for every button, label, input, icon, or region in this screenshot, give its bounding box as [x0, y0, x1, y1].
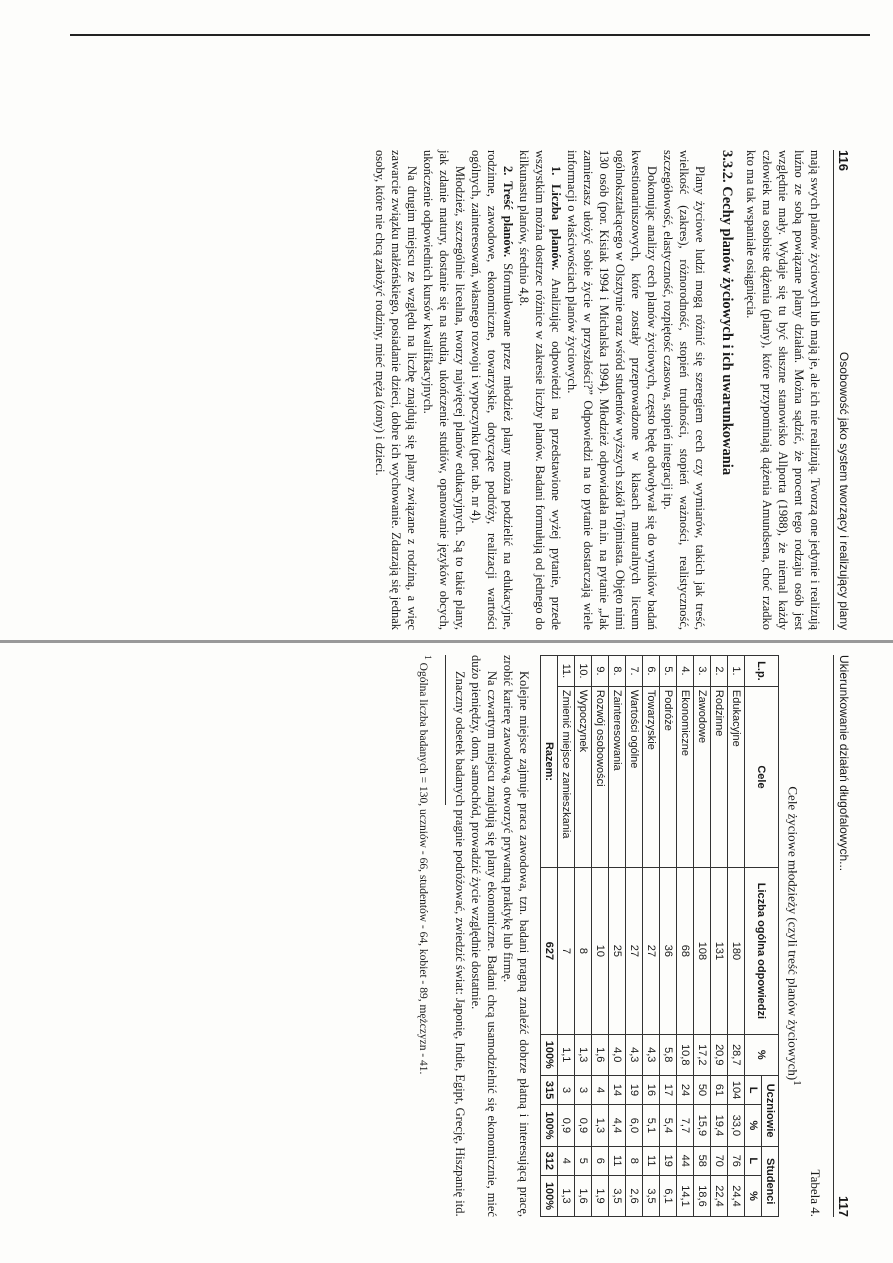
footnote-text: Ogólna liczba badanych = 130, uczniów - 66, studentów - 64, kobiet - 89, mężczyzn - 41. — [416, 659, 429, 1075]
cell-ul: 19 — [625, 1075, 642, 1105]
cell-total: 10 — [591, 868, 608, 1035]
header-students-l: L — [744, 1146, 761, 1176]
table-row — [659, 656, 676, 1217]
cell-ul: 14 — [608, 1075, 625, 1105]
table-row — [557, 656, 574, 1217]
left-running-head — [833, 150, 851, 630]
table-row — [693, 656, 710, 1217]
table-row — [676, 656, 693, 1217]
paragraph-travel: Znaczny odsetek badanych pragnie podróżować, zwiedzić świat: Japonię, Indie, Egipt, Grecję, Hiszpanię itd. — [452, 671, 467, 1217]
cell-pct: 4,3 — [642, 1034, 659, 1075]
header-pupils-l: L — [744, 1075, 761, 1105]
cell-total: 27 — [625, 868, 642, 1035]
cell-sp: 18,6 — [693, 1176, 710, 1217]
paragraph-research: Dokonując analizy cech planów życiowych, często będę odwoływał się do wyników badań kwestionariuszowych, które zostały przeprowadzone w klasach maturalnych liceum ogólnokształcącego w Olsztynie oraz wśród studentów wyższych szkół Trójmiasta. Objęto nimi 130 osób (por. Kisiak 1994 i Michalska 1994). Młodzież odpowiadała m.in. na pytanie „Jak zamierzasz ułożyć sobie życie w przyszłości?” Odpowiedzi na to pytanie dostarczają wiele informacji o właściwościach planów życiowych. — [565, 150, 659, 630]
total-count: 627 — [540, 868, 557, 1035]
cell-sl: 58 — [693, 1146, 710, 1176]
table-title-footnote-mark: 1 — [791, 1080, 803, 1086]
header-students-pct: % — [744, 1176, 761, 1217]
cell-ul: 104 — [727, 1075, 744, 1105]
cell-sl: 76 — [727, 1146, 744, 1176]
header-total: Liczba ogólna odpowiedzi — [744, 868, 778, 1035]
cell-up: 19,4 — [710, 1105, 727, 1146]
cell-pct: 1,1 — [557, 1034, 574, 1075]
cell-lp: 6. — [642, 656, 659, 687]
cell-goal: Zawodowe — [693, 686, 710, 867]
cell-pct: 1,3 — [574, 1034, 591, 1075]
cell-ul: 50 — [693, 1075, 710, 1105]
cell-lp: 8. — [608, 656, 625, 687]
cell-lp: 2. — [710, 656, 727, 687]
cell-goal: Zainteresowania — [608, 686, 625, 867]
page-number-116: 116 — [836, 150, 851, 171]
cell-sp: 1,6 — [574, 1176, 591, 1217]
cell-up: 6,0 — [625, 1105, 642, 1146]
text-number-of-plans: Analizując odpowiedzi na przedstawione wyżej pytanie, przede wszystkim można dostrzec różnice w zakresie liczby planów. Badani formułują od jednego do kilkunastu planów, średnio 4,8. — [517, 150, 563, 630]
right-running-title: Ukierunkowanie działań długofalowych... — [837, 655, 851, 872]
total-students-pct: 100% — [540, 1176, 557, 1217]
paragraph-economic: Na czwartym miejscu znajdują się plany ekonomiczne. Badani chcą usamodzielnić się ekonomicznie, mieć dużo pieniędzy, dom, samochód, prowadzić życie względnie dostatnie. — [468, 655, 499, 1217]
book-spine — [0, 640, 893, 643]
cell-up: 0,9 — [574, 1105, 591, 1146]
cell-lp: 5. — [659, 656, 676, 687]
left-running-title: Osobowość jako system tworzący i realizujący plany — [837, 351, 851, 630]
cell-up: 33,0 — [727, 1105, 744, 1146]
cell-sl: 19 — [659, 1146, 676, 1176]
total-pupils-l: 315 — [540, 1075, 557, 1105]
cell-goal: Podróże — [659, 686, 676, 867]
paragraph-number-of-plans — [516, 150, 564, 630]
cell-sl: 8 — [625, 1146, 642, 1176]
cell-pct: 28,7 — [727, 1034, 744, 1075]
footnote-rule — [445, 655, 446, 805]
cell-sp: 1,3 — [557, 1176, 574, 1217]
section-heading: 3.3.2. Cechy planów życiowych i ich uwarunkowania — [719, 150, 735, 476]
cell-up: 5,4 — [659, 1105, 676, 1146]
cell-sl: 70 — [710, 1146, 727, 1176]
cell-total: 180 — [727, 868, 744, 1035]
total-students-l: 312 — [540, 1146, 557, 1176]
cell-lp: 4. — [676, 656, 693, 687]
total-label: Razem: — [540, 656, 557, 868]
cell-goal: Towarzyskie — [642, 686, 659, 867]
cell-sp: 24,4 — [727, 1176, 744, 1217]
cell-total: 68 — [676, 868, 693, 1035]
right-running-head — [833, 655, 851, 1217]
table-title — [785, 655, 803, 1217]
table-row — [710, 656, 727, 1217]
cell-sp: 3,5 — [608, 1176, 625, 1217]
cell-up: 4,4 — [608, 1105, 625, 1146]
cell-pct: 1,6 — [591, 1034, 608, 1075]
cell-goal: Rozwój osobowości — [591, 686, 608, 867]
cell-ul: 24 — [676, 1075, 693, 1105]
table-row — [574, 656, 591, 1217]
paragraph-educational: Młodzież, szczególnie licealna, tworzy najwięcej planów edukacyjnych. Są to takie plany, jak zdanie matury, dostanie się na studia, ukończenie studiów, opanowanie języków obcych, ukończenie odpowiednich kursów kwalifikacyjnych. — [421, 150, 467, 630]
cell-ul: 3 — [574, 1075, 591, 1105]
cell-goal: Wartości ogólne — [625, 686, 642, 867]
table-row — [625, 656, 642, 1217]
cell-sl: 11 — [608, 1146, 625, 1176]
table-total-row — [540, 656, 557, 1217]
cell-sl: 44 — [676, 1146, 693, 1176]
table-row — [591, 656, 608, 1217]
goals-table — [540, 655, 779, 1217]
cell-lp: 3. — [693, 656, 710, 687]
page-number-117: 117 — [836, 1196, 851, 1217]
total-pupils-pct: 100% — [540, 1105, 557, 1146]
cell-up: 0,9 — [557, 1105, 574, 1146]
lead-number-of-plans: 1. Liczba planów. — [549, 166, 563, 271]
cell-lp: 7. — [625, 656, 642, 687]
cell-pct: 5,8 — [659, 1034, 676, 1075]
table-row — [608, 656, 625, 1217]
lead-content-of-plans: 2. Treść planów. — [501, 166, 515, 258]
cell-goal: Ekonomiczne — [676, 686, 693, 867]
cell-lp: 11. — [557, 656, 574, 687]
table-body — [557, 656, 744, 1217]
cell-lp: 10. — [574, 656, 591, 687]
cell-total: 25 — [608, 868, 625, 1035]
cell-lp: 1. — [727, 656, 744, 687]
header-pupils: Uczniowie — [761, 1075, 778, 1146]
cell-total: 108 — [693, 868, 710, 1035]
paragraph-family: Na drugim miejscu ze względu na liczbę znajdują się plany związane z rodziną, a więc zawarcie związku małżeńskiego, posiadanie dzieci, dobre ich wychowanie. Zdarzają się jednak osoby, które nie chcą założyć rodziny, mieć męża (żony) i dzieci. — [373, 150, 419, 630]
cell-up: 15,9 — [693, 1105, 710, 1146]
cell-sp: 14,1 — [676, 1176, 693, 1217]
cell-total: 131 — [710, 868, 727, 1035]
cell-ul: 4 — [591, 1075, 608, 1105]
cell-goal: Zmienić miejsce zamieszkania — [557, 686, 574, 867]
cell-sl: 6 — [591, 1146, 608, 1176]
cell-sp: 3,5 — [642, 1176, 659, 1217]
cell-pct: 4,0 — [608, 1034, 625, 1075]
cell-sl: 4 — [557, 1146, 574, 1176]
table-label: Tabela 4. — [808, 1169, 823, 1217]
cell-up: 5,1 — [642, 1105, 659, 1146]
cell-pct: 4,3 — [625, 1034, 642, 1075]
cell-total: 8 — [574, 868, 591, 1035]
cell-up: 1,3 — [591, 1105, 608, 1146]
footnote — [415, 655, 437, 1217]
cell-lp: 9. — [591, 656, 608, 687]
cell-total: 7 — [557, 868, 574, 1035]
header-pupils-pct: % — [744, 1105, 761, 1146]
cell-pct: 17,2 — [693, 1034, 710, 1075]
cell-ul: 17 — [659, 1075, 676, 1105]
cell-sp: 6,1 — [659, 1176, 676, 1217]
cell-ul: 3 — [557, 1075, 574, 1105]
text-content-of-plans: Sformułowane przez młodzież plany można podzielić na edukacyjne, rodzinne, zawodowe, ekonomiczne, towarzyskie, dotyczące podróży, realizacji wartości ogólnych, zainteresowań, własnego rozwoju i wypoczynku (por. tab. nr 4). — [469, 150, 515, 630]
header-goal: Cele — [744, 686, 778, 867]
cell-ul: 16 — [642, 1075, 659, 1105]
cell-sp: 22,4 — [710, 1176, 727, 1217]
cell-ul: 61 — [710, 1075, 727, 1105]
cell-sl: 5 — [574, 1146, 591, 1176]
cell-sl: 11 — [642, 1146, 659, 1176]
table-title-text: Cele życiowe młodzieży (czyli treść planów życiowych) — [785, 786, 801, 1081]
cell-goal: Edukacyjne — [727, 686, 744, 867]
footnote-mark: 1 — [421, 655, 433, 660]
cell-up: 7,7 — [676, 1105, 693, 1146]
cell-total: 27 — [642, 868, 659, 1035]
paragraph-content-of-plans — [468, 150, 516, 630]
cell-pct: 20,9 — [710, 1034, 727, 1075]
cell-sp: 2,6 — [625, 1176, 642, 1217]
cell-goal: Rodzinne — [710, 686, 727, 867]
right-page — [415, 655, 851, 1217]
scan-top-rule — [70, 34, 870, 36]
cell-sp: 1,9 — [591, 1176, 608, 1217]
header-lp: L.p. — [744, 656, 778, 687]
cell-total: 36 — [659, 868, 676, 1035]
paragraph-features: Plany życiowe ludzi mogą różnić się szeregiem cech czy wymiarów, takich jak treść, wielkość (zakres), różnorodność, stopień trudności, stopień ważności, realistyczność, szczegółowość, elastyczność, rozpiętość czasowa, stopień integracji itp. — [661, 150, 707, 630]
cell-goal: Wypoczynek — [574, 686, 591, 867]
paragraph-work: Kolejne miejsce zajmuje praca zawodowa, tzn. badani pragną znaleźć dobrze płatną i interesującą pracę, zrobić karierę zawodową, otworzyć prywatną praktykę lub firmę. — [500, 655, 531, 1217]
table-row — [727, 656, 744, 1217]
cell-pct: 10,8 — [676, 1034, 693, 1075]
table-row — [642, 656, 659, 1217]
intro-paragraph: mają swych planów życiowych lub mają je, ale ich nie realizują. Tworzą one jedynie i realizują luźno ze sobą powiązane plany działań. Można sądzić, że procent tego rodzaju osób jest względnie mały. Wydaje się tu być słuszne stanowisko Allporta (1988), że niemal każdy człowiek ma osobiste dążenia (plany), które przypominają dążenia Amundsena, choć rzadko kto ma tak wspaniałe osiągnięcia. — [744, 150, 822, 630]
total-pct: 100% — [540, 1034, 557, 1075]
header-students: Studenci — [761, 1146, 778, 1217]
header-pct: % — [744, 1034, 778, 1075]
left-page — [372, 150, 851, 630]
